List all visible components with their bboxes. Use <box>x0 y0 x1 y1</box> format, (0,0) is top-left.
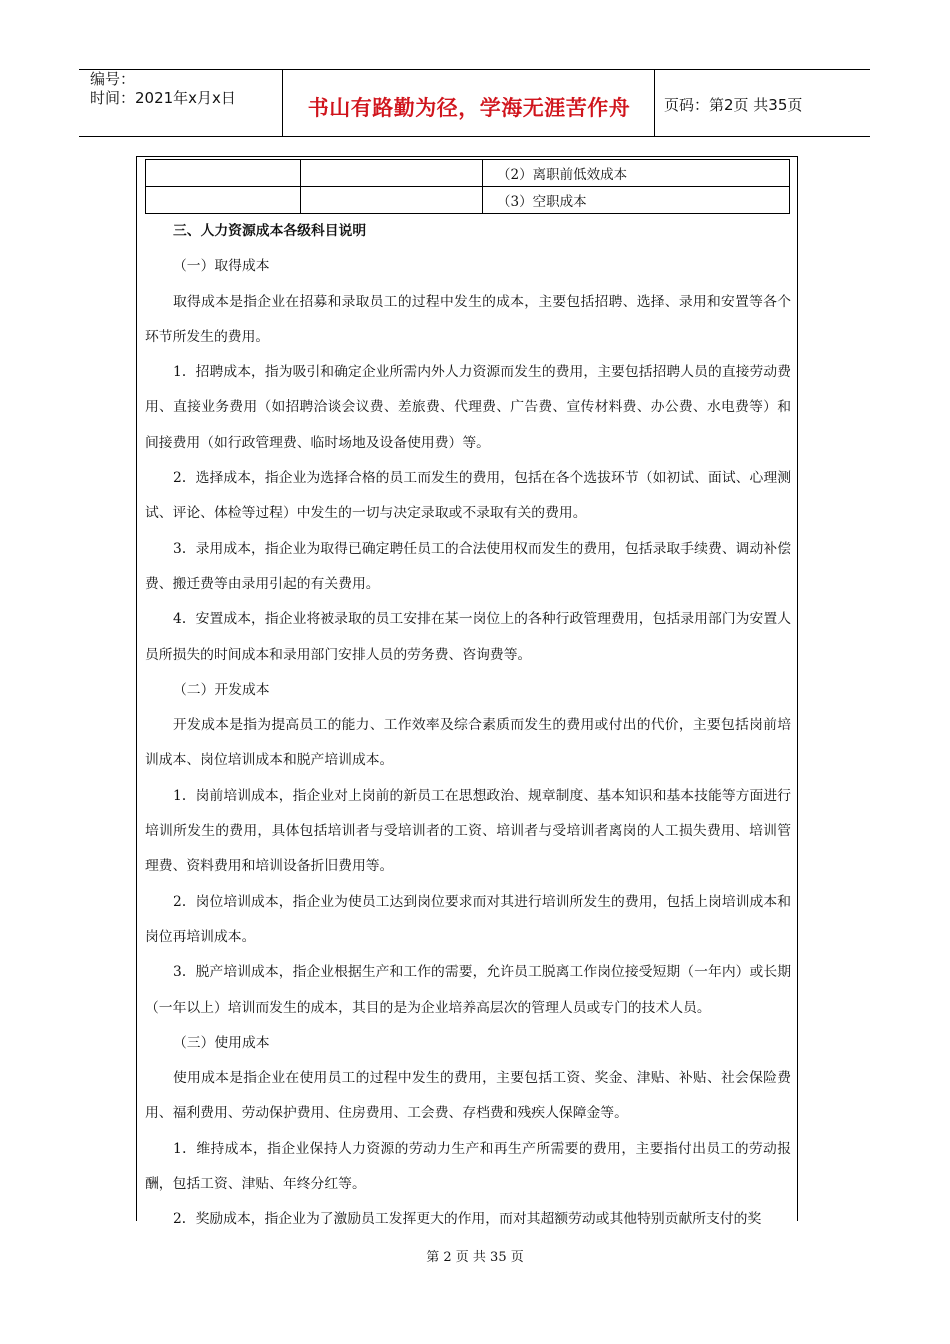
document-body <box>145 214 791 1238</box>
body-paragraph: 1．招聘成本，指为吸引和确定企业所需内外人力资源而发生的费用，主要包括招聘人员的直接劳动费用、直接业务费用（如招聘洽谈会议费、差旅费、代理费、广告费、宣传材料费、办公费、水电费等）和间接费用（如行政管理费、临时场地及设备使用费）等。 <box>145 364 791 451</box>
body-paragraph: 1．维持成本，指企业保持人力资源的劳动力生产和再生产所需要的费用，主要指付出员工的劳动报酬，包括工资、津贴、年终分红等。 <box>145 1140 791 1193</box>
subsection-heading: （一）取得成本 <box>173 258 270 275</box>
body-paragraph: 1．岗前培训成本，指企业对上岗前的新员工在思想政治、规章制度、基本知识和基本技能等方面进行培训所发生的费用，具体包括培训者与受培训者的工资、培训者与受培训者离岗的人工损失费用、培训管理费、资料费用和培训设备折旧费用等。 <box>145 787 791 875</box>
subsection-heading: （三）使用成本 <box>173 1034 270 1051</box>
body-paragraph: 2．岗位培训成本，指企业为使员工达到岗位要求而对其进行培训所发生的费用，包括上岗培训成本和岗位再培训成本。 <box>145 893 791 945</box>
table-row <box>146 187 790 214</box>
header-page-number: 页码：第2页 共35页 <box>664 96 803 114</box>
body-paragraph: 2．选择成本，指企业为选择合格的员工而发生的费用，包括在各个选拔环节（如初试、面试、心理测试、评论、体检等过程）中发生的一切与决定录取或不录取有关的费用。 <box>145 470 791 522</box>
body-paragraph: 开发成本是指为提高员工的能力、工作效率及综合素质而发生的费用或付出的代价，主要包括岗前培训成本、岗位培训成本和脱产培训成本。 <box>145 717 791 769</box>
table-cell: （2）离职前低效成本 <box>483 160 790 187</box>
header-divider-left <box>282 69 283 137</box>
table-cell <box>146 160 301 187</box>
subsection-heading: （二）开发成本 <box>173 681 270 698</box>
body-paragraph: 取得成本是指企业在招募和录取员工的过程中发生的成本，主要包括招聘、选择、录用和安置等各个环节所发生的费用。 <box>145 293 791 345</box>
table-row <box>146 160 790 187</box>
document-time: 时间：2021年x月x日 <box>90 89 236 107</box>
header-motto: 书山有路勤为径，学海无涯苦作舟 <box>307 96 631 120</box>
header-divider-right <box>654 69 655 137</box>
header-bottom-rule <box>79 136 870 137</box>
table-cell: （3）空职成本 <box>483 187 790 214</box>
body-paragraph: 3．录用成本，指企业为取得已确定聘任员工的合法使用权而发生的费用，包括录取手续费、调动补偿费、搬迁费等由录用引起的有关费用。 <box>145 540 791 592</box>
table-cell <box>301 187 483 214</box>
body-paragraph: 3．脱产培训成本，指企业根据生产和工作的需要，允许员工脱离工作岗位接受短期（一年内）或长期（一年以上）培训而发生的成本，其目的是为企业培养高层次的管理人员或专门的技术人员。 <box>145 964 791 1016</box>
section-heading: 三、人力资源成本各级科目说明 <box>173 223 367 239</box>
page-footer: 第 2 页 共 35 页 <box>426 1250 524 1265</box>
continuation-table <box>145 159 790 214</box>
header-meta <box>90 70 236 108</box>
body-paragraph: 使用成本是指企业在使用员工的过程中发生的费用，主要包括工资、奖金、津贴、补贴、社会保险费用、福利费用、劳动保护费用、住房费用、工会费、存档费和残疾人保障金等。 <box>145 1070 791 1122</box>
table-cell <box>146 187 301 214</box>
document-number: 编号： <box>90 70 136 88</box>
body-paragraph: 4．安置成本，指企业将被录取的员工安排在某一岗位上的各种行政管理费用，包括录用部门为安置人员所损失的时间成本和录用部门安排人员的劳务费、咨询费等。 <box>145 611 791 663</box>
table-cell <box>301 160 483 187</box>
body-paragraph: 2．奖励成本，指企业为了激励员工发挥更大的作用，而对其超额劳动或其他特别贡献所支付的奖 <box>173 1211 762 1228</box>
